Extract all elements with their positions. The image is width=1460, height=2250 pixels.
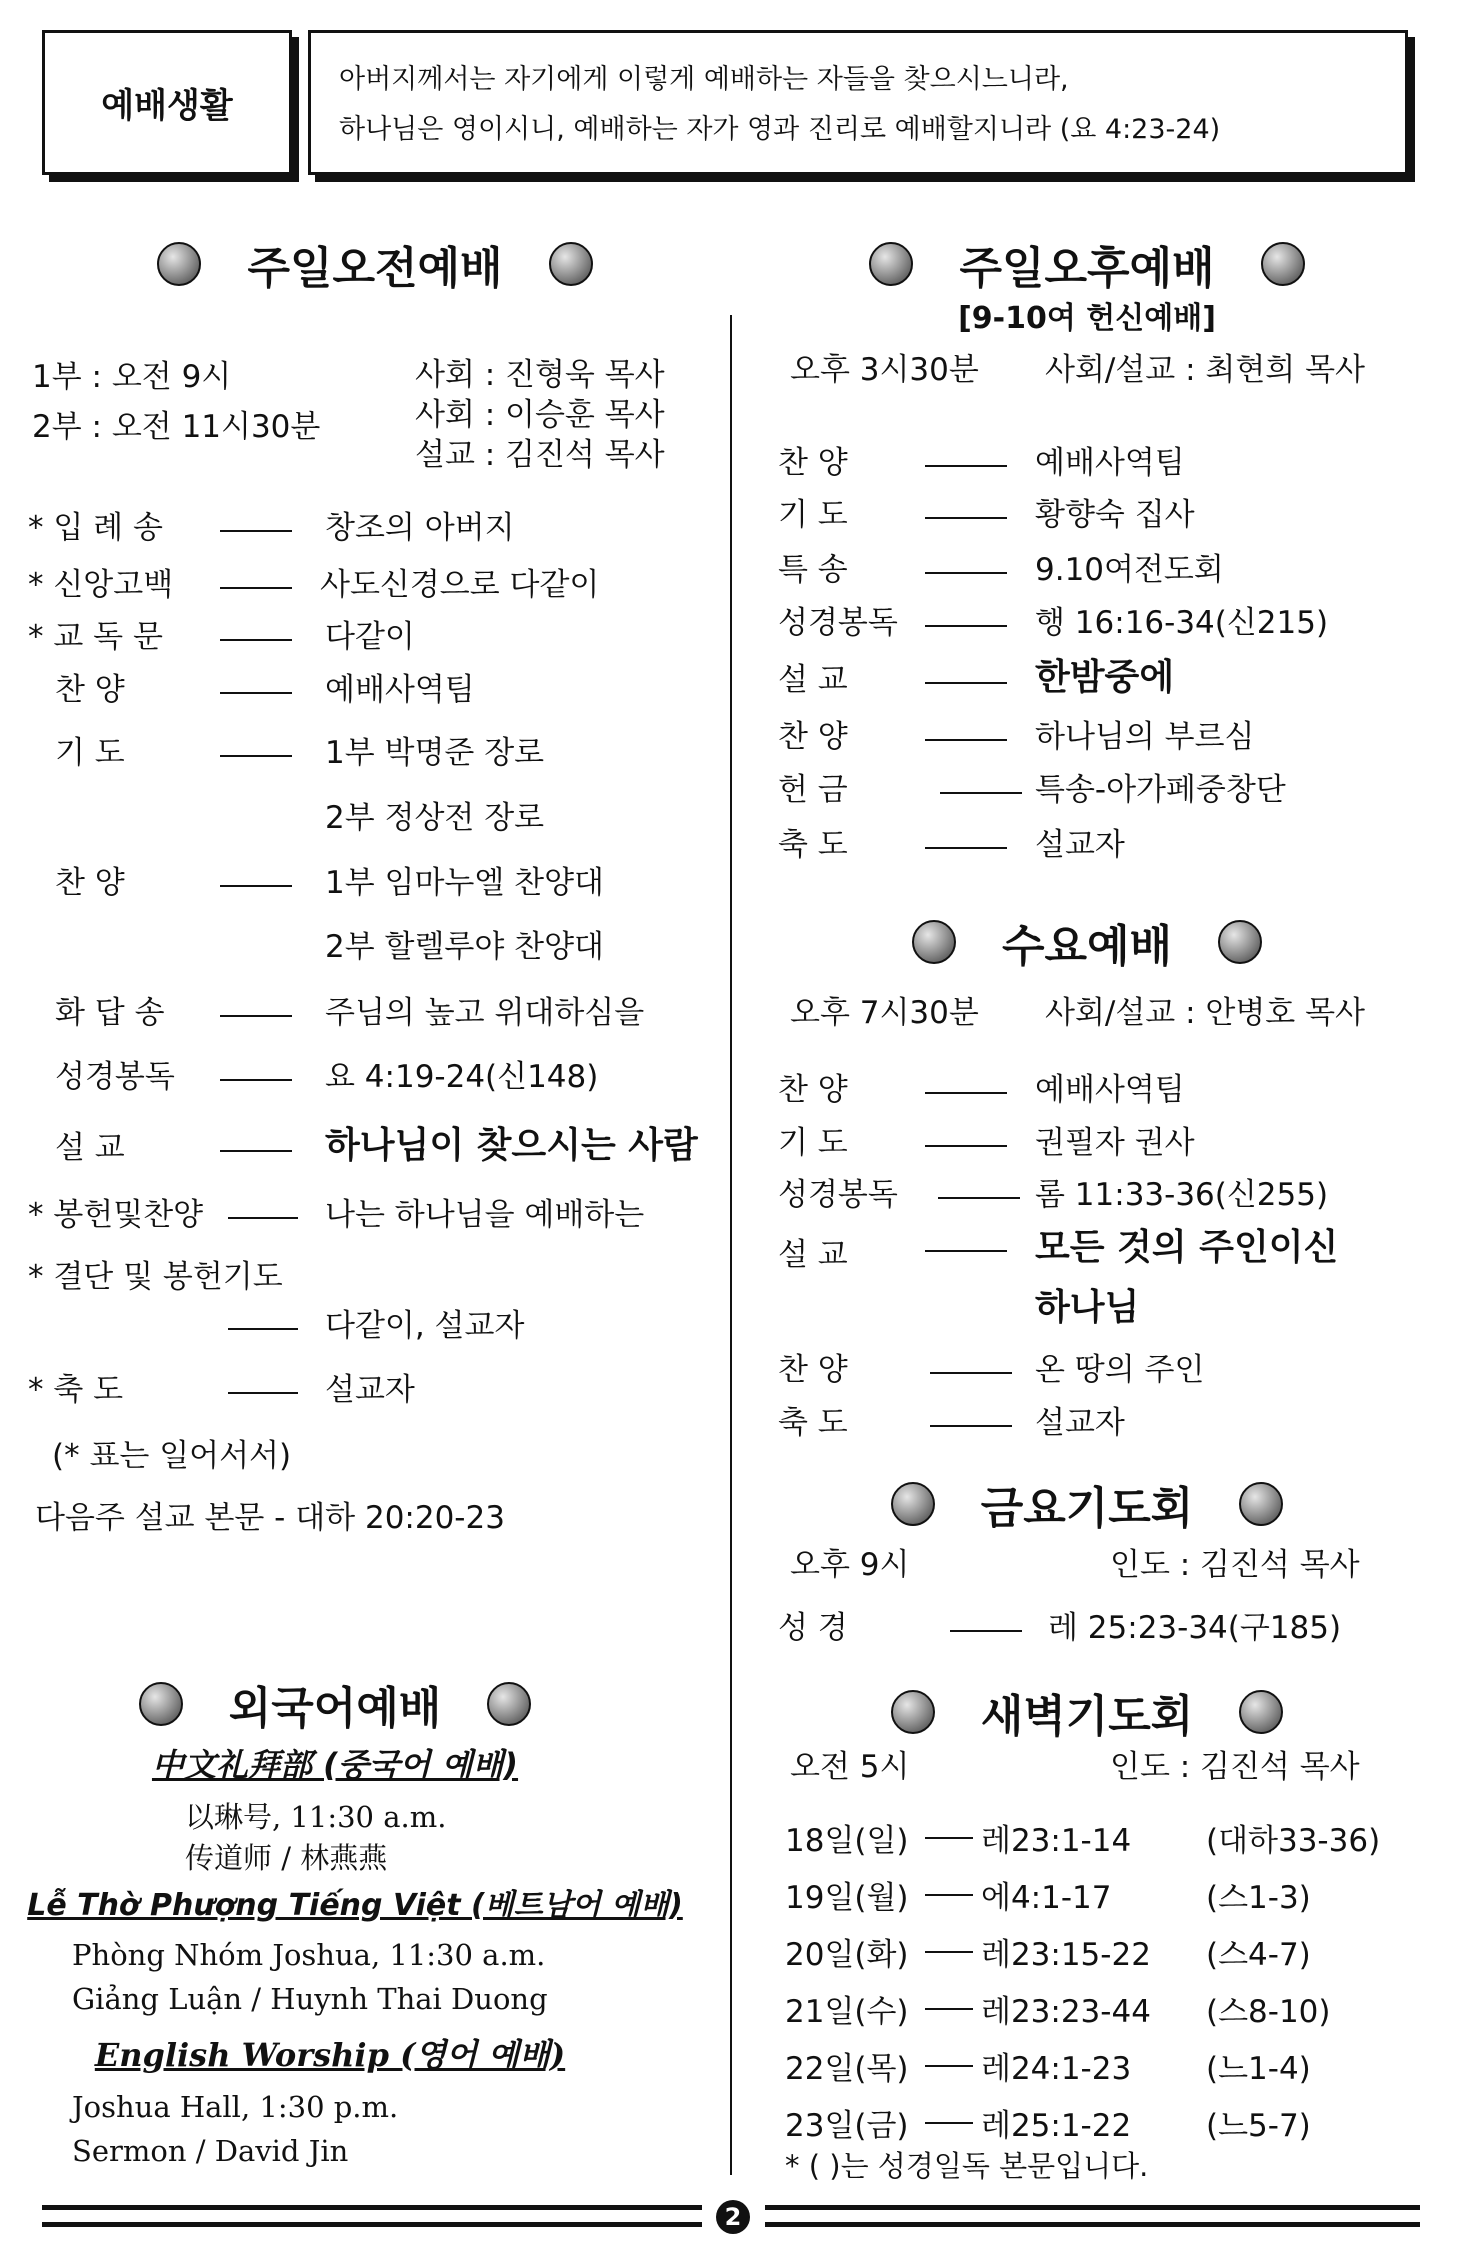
order-value: 사도신경으로 다같이 [320,567,600,603]
dawn-day: 20일(화) [785,1937,909,1973]
order-label: 설 교 [55,1130,125,1166]
circle-bullet-icon [912,920,956,964]
service1-time: 1부 : 오전 9시 [32,359,232,395]
footer-rule-left [42,2222,702,2227]
dash-line [930,1425,1012,1427]
sunday-morning-heading [150,232,600,296]
order-value: 황향숙 집사 [1035,497,1195,533]
dash-line [220,755,292,757]
afternoon-time: 오후 3시30분 [790,352,979,388]
dash-line [930,1372,1012,1374]
footer-rule-right [765,2222,1420,2227]
dash-line [925,1951,973,1953]
dash-line [220,587,292,589]
dawn-leader: 인도 : 김진석 목사 [1110,1749,1360,1785]
dash-line [925,465,1007,467]
dawn-extra: (스1-3) [1206,1880,1311,1916]
dawn-extra: (대하33-36) [1206,1823,1381,1859]
order-label: * 결단 및 봉헌기도 [28,1259,283,1295]
next-week-scripture: 다음주 설교 본문 - 대하 20:20-23 [35,1500,505,1536]
dawn-day-row [785,1872,1311,1917]
dash-line [220,530,292,532]
order-value: 설교자 [325,1372,415,1408]
order-label: 기 도 [778,497,848,533]
order-label: 기 도 [55,735,125,771]
dash-line [228,1217,298,1219]
dash-line [220,885,292,887]
section-label: 예배생활 [101,86,233,126]
dash-line [925,1894,973,1896]
column-divider [730,315,732,2175]
order-label: 찬 양 [778,445,848,481]
sermon-title: 하나님이 찾으시는 사람 [325,1125,698,1166]
foreign-title: 외국어예배 [228,1683,442,1734]
order-label: 성경봉독 [778,605,898,641]
verse-box [308,30,1408,175]
order-value: 1부 임마누엘 찬양대 [325,865,604,901]
order-value: 권필자 권사 [1035,1125,1195,1161]
order-value: 특송-아가페중창단 [1035,772,1286,808]
footer-rule-right [765,2205,1420,2210]
order-value: 예배사역팀 [325,672,475,708]
english-line1: Joshua Hall, 1:30 p.m. [72,2090,399,2124]
vietnamese-heading: Lễ Thờ Phượng Tiếng Việt (베트남어 예배) [27,1888,683,1923]
dash-line [925,1250,1007,1252]
verse-line-1: 아버지께서는 자기에게 이렇게 예배하는 자들을 찾으시느니라, [339,64,1069,95]
friday-title: 금요기도회 [980,1483,1194,1534]
dawn-day: 23일(금) [785,2108,909,2144]
dawn-extra: (느1-4) [1206,2051,1311,2087]
dash-line [925,1837,973,1839]
dawn-extra: (느5-7) [1206,2108,1311,2144]
wednesday-sermon-title: 모든 것의 주인이신 [1035,1227,1339,1268]
page-number-text: 2 [724,2203,742,2231]
order-label: 화 답 송 [55,995,165,1031]
sunday-afternoon-title: 주일오후예배 [959,243,1215,294]
dawn-day-row [785,2043,1311,2088]
order-label: 설 교 [778,1237,848,1273]
dash-line [925,572,1007,574]
circle-bullet-icon [139,1682,183,1726]
chinese-line1: 以琳号, 11:30 a.m. [185,1800,447,1834]
dawn-reading: 레23:23-44 [981,1994,1151,2030]
dawn-day: 18일(일) [785,1823,909,1859]
vietnamese-line1: Phòng Nhóm Joshua, 11:30 a.m. [72,1938,546,1972]
dash-line [220,639,292,641]
friday-scripture: 레 25:23-34(구185) [1048,1610,1342,1646]
circle-bullet-icon [1239,1690,1283,1734]
order-label: 찬 양 [778,1352,848,1388]
order-value: 설교자 [1035,827,1125,863]
dawn-heading [862,1680,1312,1744]
order-value: 설교자 [1035,1405,1125,1441]
circle-bullet-icon [891,1482,935,1526]
order-value: 주님의 높고 위대하심을 [325,995,645,1031]
dash-line [925,517,1007,519]
dash-line [950,1630,1022,1632]
standing-note: (* 표는 일어서서) [52,1438,292,1474]
dash-line [220,1015,292,1017]
sunday-afternoon-subtitle: [9-10여 헌신예배] [958,301,1216,336]
dawn-title: 새벽기도회 [980,1691,1194,1742]
order-label: * 축 도 [28,1372,124,1408]
order-label: 찬 양 [778,1072,848,1108]
order-value: 2부 정상전 장로 [325,800,545,836]
section-label-box [42,30,292,175]
order-value: 예배사역팀 [1035,1072,1185,1108]
host1: 사회 : 진형욱 목사 [415,357,665,393]
order-value: 9.10여전도회 [1035,552,1224,588]
order-value: 나는 하나님을 예배하는 [325,1197,645,1233]
order-label: 설 교 [778,662,848,698]
dawn-day-row [785,1929,1311,1974]
order-label: 찬 양 [55,672,125,708]
wednesday-time: 오후 7시30분 [790,995,979,1031]
order-label: 특 송 [778,552,848,588]
order-label: 축 도 [778,1405,848,1441]
order-label: * 신앙고백 [28,567,174,603]
dash-line [925,739,1007,741]
wednesday-sermon-title-cont: 하나님 [1035,1287,1140,1328]
dash-line [220,1150,292,1152]
order-value: 요 4:19-24(신148) [325,1059,599,1095]
preacher: 설교 : 김진석 목사 [415,437,665,473]
order-label: * 교 독 문 [28,619,163,655]
english-line2: Sermon / David Jin [72,2134,349,2168]
order-value: 롬 11:33-36(신255) [1035,1177,1329,1213]
english-heading: English Worship (영어 예배) [94,2036,566,2074]
dash-line [925,2065,973,2067]
page-number [716,2200,750,2234]
footer-rule-left [42,2205,702,2210]
dash-line [925,1092,1007,1094]
order-value: 예배사역팀 [1035,445,1185,481]
dash-line [220,1079,292,1081]
chinese-line2: 传道师 / 林燕燕 [185,1841,388,1875]
chinese-heading: 中文礼拜部 (중국어 예배) [151,1746,519,1784]
circle-bullet-icon [487,1682,531,1726]
friday-time: 오후 9시 [790,1547,910,1583]
dawn-extra: (스8-10) [1206,1994,1331,2030]
order-value: 다같이, 설교자 [325,1308,525,1344]
circle-bullet-icon [1261,242,1305,286]
dawn-reading: 레23:15-22 [981,1937,1151,1973]
order-value: 다같이 [325,619,415,655]
order-label: 기 도 [778,1125,848,1161]
host2: 사회 : 이승훈 목사 [415,397,665,433]
order-value: 행 16:16-34(신215) [1035,605,1329,641]
order-value: 1부 박명준 장로 [325,735,545,771]
dawn-day-row [785,1986,1331,2031]
verse-line-2: 하나님은 영이시니, 예배하는 자가 영과 진리로 예배할지니라 (요 4:23-24) [339,114,1221,145]
dash-line [940,792,1022,794]
order-label: 헌 금 [778,772,848,808]
dawn-extra: (스4-7) [1206,1937,1311,1973]
dawn-note: * ( )는 성경일독 본문입니다. [785,2149,1149,2183]
dawn-day: 19일(월) [785,1880,909,1916]
order-label: 찬 양 [778,719,848,755]
wednesday-host: 사회/설교 : 안병호 목사 [1045,995,1365,1031]
circle-bullet-icon [1218,920,1262,964]
order-value: 하나님의 부르심 [1035,719,1255,755]
friday-scripture-label: 성 경 [778,1610,848,1646]
dawn-reading: 레23:1-14 [981,1823,1132,1859]
order-label: 축 도 [778,827,848,863]
circle-bullet-icon [549,242,593,286]
wednesday-heading [862,910,1312,974]
dash-line [220,692,292,694]
circle-bullet-icon [869,242,913,286]
circle-bullet-icon [1239,1482,1283,1526]
dash-line [228,1328,298,1330]
circle-bullet-icon [891,1690,935,1734]
dawn-reading: 레25:1-22 [981,2108,1132,2144]
dash-line [925,2008,973,2010]
order-label: 찬 양 [55,865,125,901]
dawn-day: 21일(수) [785,1994,909,2030]
dash-line [938,1197,1020,1199]
service2-time: 2부 : 오전 11시30분 [32,409,321,445]
sunday-afternoon-heading [862,232,1312,296]
dash-line [925,1145,1007,1147]
order-value: 온 땅의 주인 [1035,1352,1205,1388]
dawn-day: 22일(목) [785,2051,909,2087]
dawn-reading: 에4:1-17 [981,1880,1112,1916]
dash-line [925,847,1007,849]
dawn-reading: 레24:1-23 [981,2051,1132,2087]
dash-line [925,682,1007,684]
dash-line [925,625,1007,627]
afternoon-host: 사회/설교 : 최현희 목사 [1045,352,1365,388]
friday-leader: 인도 : 김진석 목사 [1110,1547,1360,1583]
foreign-heading [110,1672,560,1736]
circle-bullet-icon [157,242,201,286]
dawn-day-row [785,1815,1380,1860]
sunday-morning-title: 주일오전예배 [247,243,503,294]
dawn-time: 오전 5시 [790,1749,910,1785]
afternoon-sermon-title: 한밤중에 [1035,657,1175,698]
friday-heading [862,1472,1312,1536]
dash-line [228,1392,298,1394]
order-value: 창조의 아버지 [325,510,515,546]
wednesday-title: 수요예배 [1001,921,1172,972]
order-label: 성경봉독 [778,1177,898,1213]
order-label: * 봉헌및찬양 [28,1197,204,1233]
dawn-day-row [785,2100,1311,2145]
vietnamese-line2: Giảng Luận / Huynh Thai Duong [72,1982,548,2016]
dash-line [925,2122,973,2124]
order-value: 2부 할렐루야 찬양대 [325,929,604,965]
order-label: 성경봉독 [55,1059,175,1095]
order-label: * 입 례 송 [28,510,163,546]
